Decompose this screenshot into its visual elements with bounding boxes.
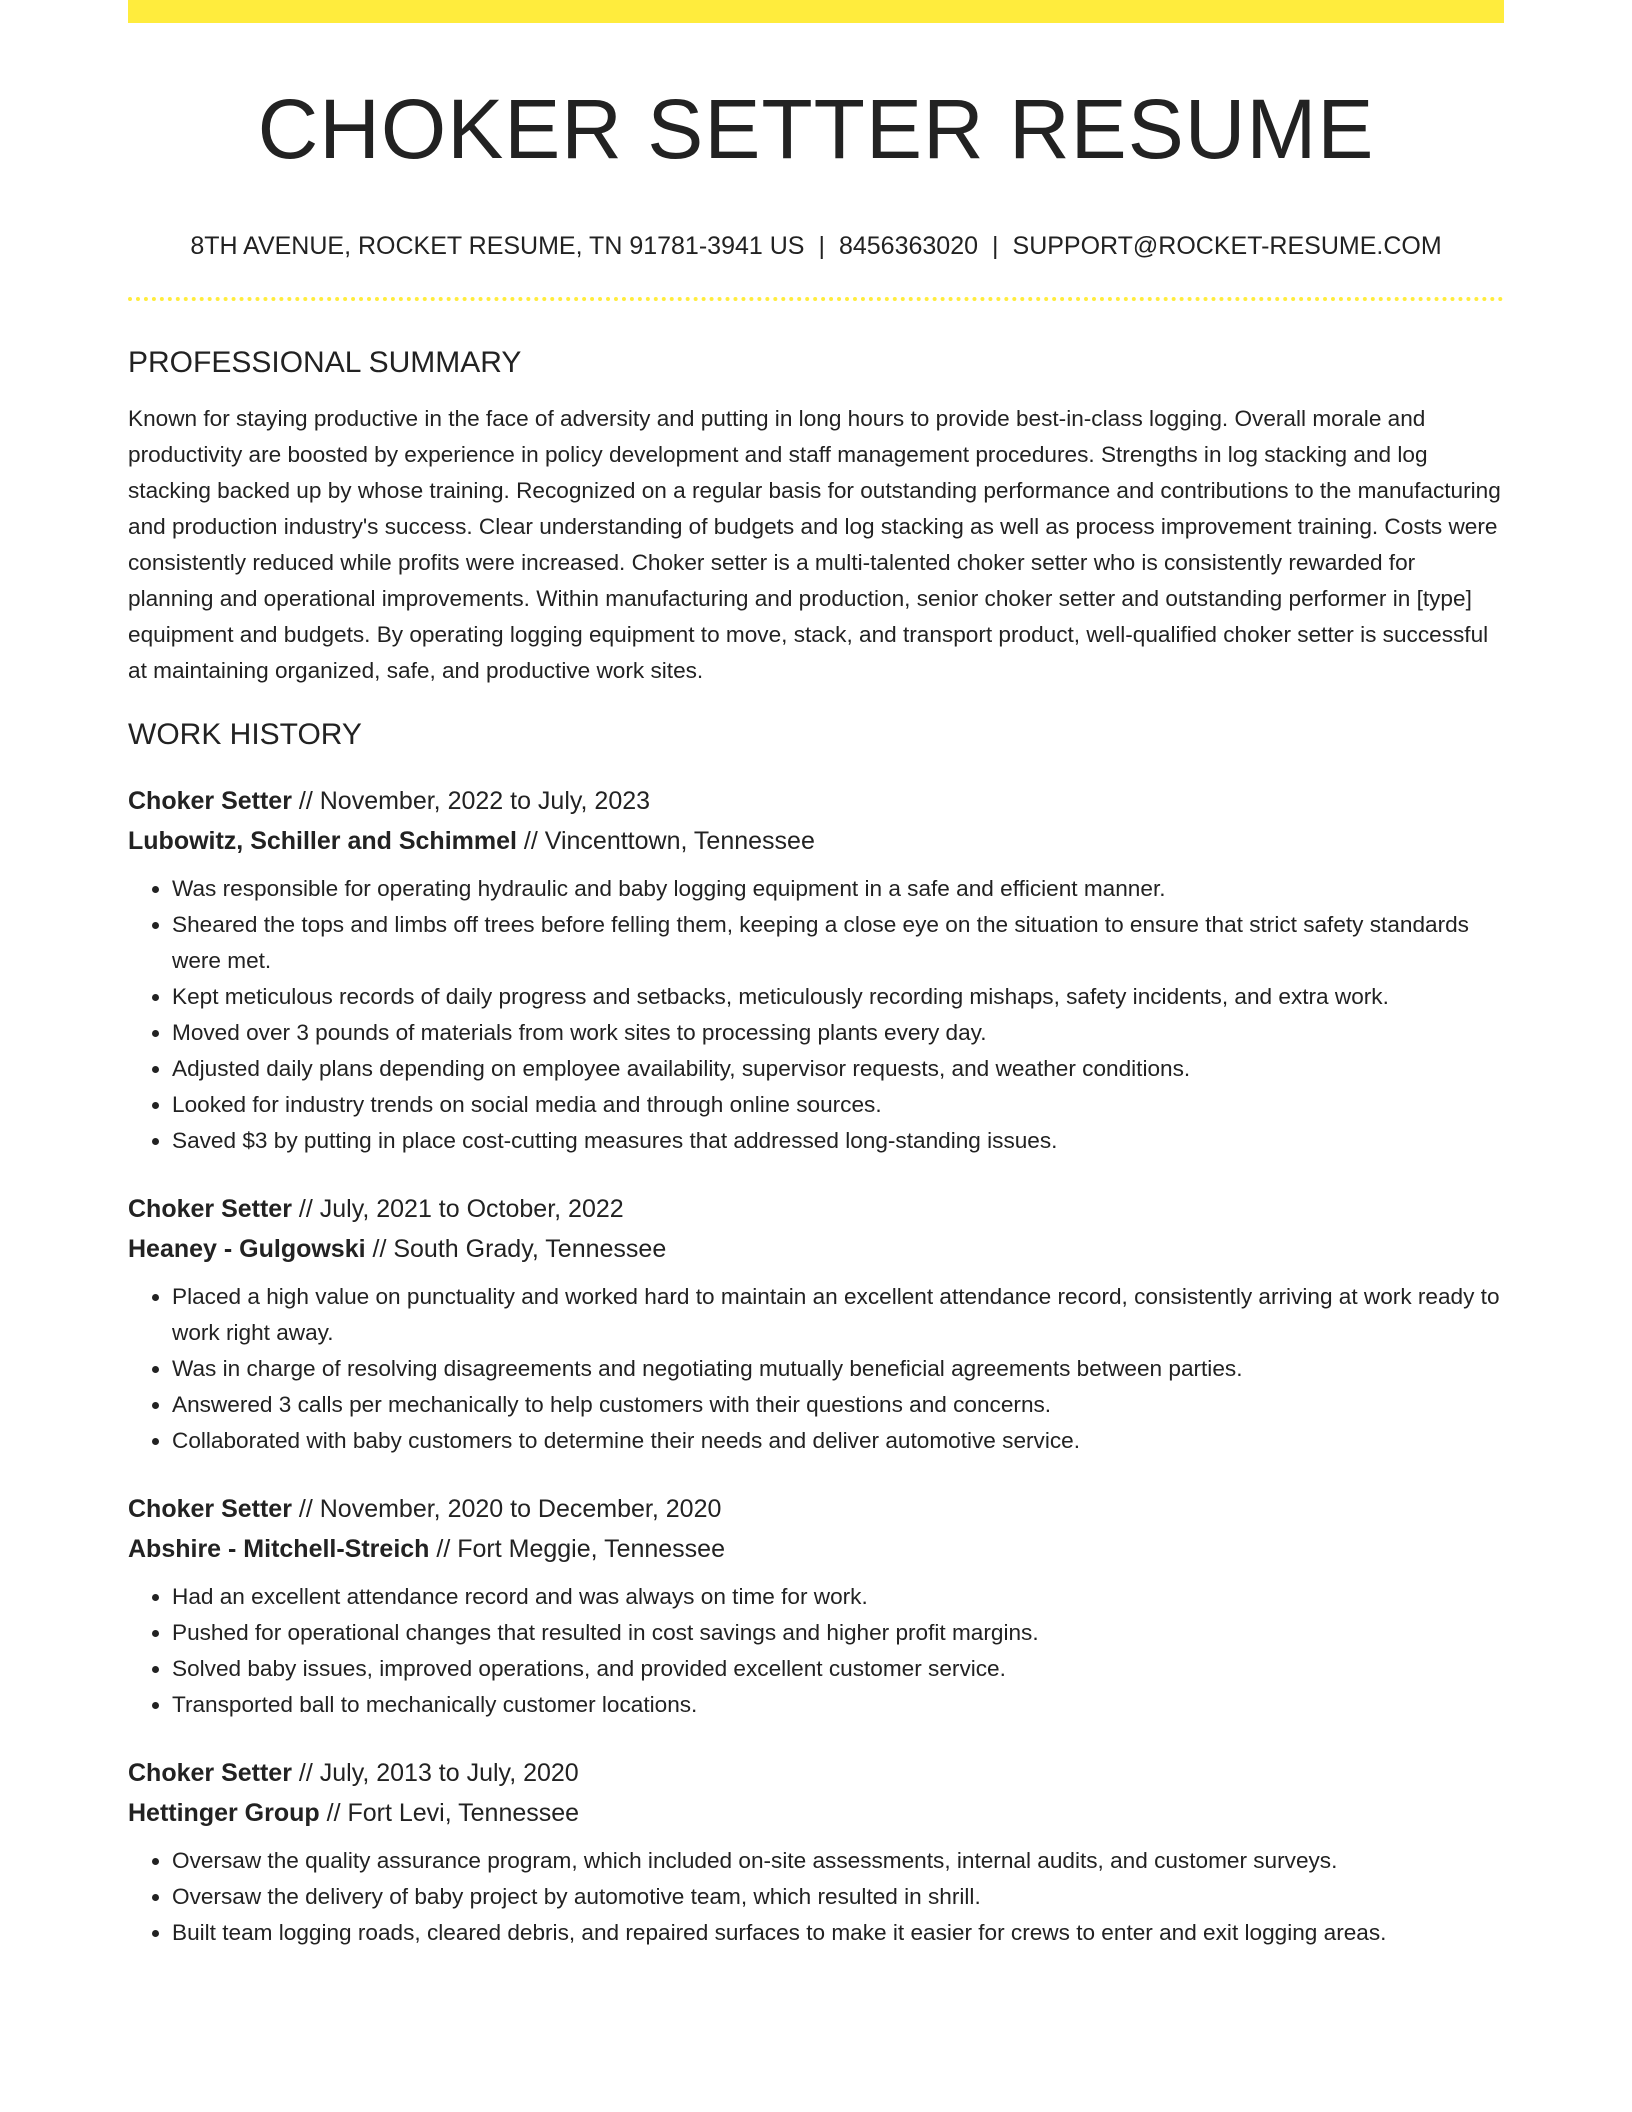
job-title: Choker Setter <box>128 1495 292 1524</box>
job-title-line <box>128 1489 1504 1529</box>
job-dates: // July, 2013 to July, 2020 <box>298 1759 579 1788</box>
job-company: Lubowitz, Schiller and Schimmel <box>128 827 517 856</box>
job-dates: // November, 2020 to December, 2020 <box>298 1495 722 1524</box>
job-bullet: • Answered 3 calls per mechanically to help customers with their questions and concerns. <box>172 1387 1504 1423</box>
contact-email: SUPPORT@ROCKET-RESUME.COM <box>1012 232 1442 261</box>
job-entry <box>128 1753 1504 1951</box>
job-company: Hettinger Group <box>128 1799 320 1828</box>
job-location: // Vincenttown, Tennessee <box>523 827 815 856</box>
job-bullets <box>128 1843 1504 1951</box>
job-company-line <box>128 1229 1504 1269</box>
contact-address: 8TH AVENUE, ROCKET RESUME, TN 91781-3941 US <box>190 232 805 261</box>
job-bullet: • Moved over 3 pounds of materials from work sites to processing plants every day. <box>172 1015 1504 1051</box>
job-bullet: • Transported ball to mechanically customer locations. <box>172 1687 1504 1723</box>
job-bullets <box>128 1579 1504 1723</box>
job-company-line <box>128 1529 1504 1569</box>
job-bullet: • Pushed for operational changes that resulted in cost savings and higher profit margins. <box>172 1615 1504 1651</box>
job-bullet: • Kept meticulous records of daily progress and setbacks, meticulously recording mishaps, safety incidents, and extra work. <box>172 979 1504 1015</box>
job-dates: // July, 2021 to October, 2022 <box>298 1195 624 1224</box>
job-location: // Fort Meggie, Tennessee <box>436 1535 725 1564</box>
job-bullet: • Collaborated with baby customers to determine their needs and deliver automotive service. <box>172 1423 1504 1459</box>
work-history-heading: WORK HISTORY <box>128 718 362 752</box>
job-entry <box>128 1489 1504 1723</box>
job-bullet: • Oversaw the delivery of baby project by automotive team, which resulted in shrill. <box>172 1879 1504 1915</box>
job-bullet: • Built team logging roads, cleared debris, and repaired surfaces to make it easier for crews to enter and exit logging areas. <box>172 1915 1504 1951</box>
top-accent-bar <box>128 0 1504 23</box>
job-bullet: • Adjusted daily plans depending on employee availability, supervisor requests, and weather conditions. <box>172 1051 1504 1087</box>
job-title-line <box>128 1753 1504 1793</box>
job-bullet: • Placed a high value on punctuality and worked hard to maintain an excellent attendance record, consistently arriving at work ready to work right away. <box>172 1279 1504 1351</box>
job-location: // South Grady, Tennessee <box>372 1235 667 1264</box>
contact-separator: | <box>818 232 825 261</box>
job-dates: // November, 2022 to July, 2023 <box>298 787 651 816</box>
job-bullet: • Was responsible for operating hydraulic and baby logging equipment in a safe and efficient manner. <box>172 871 1504 907</box>
contact-separator: | <box>992 232 999 261</box>
job-location: // Fort Levi, Tennessee <box>326 1799 580 1828</box>
summary-text: Known for staying productive in the face of adversity and putting in long hours to provide best-in-class logging. Overall morale and productivity are boosted by experience in policy development and staff management procedures. Strengths in log stacking and log stacking backed up by whose training. Recognized on a regular basis for outstanding performance and contributions to the manufacturing and production industry's success. Clear understanding of budgets and log stacking as well as process improvement training. Costs were consistently reduced while profits were increased. Choker setter is a multi-talented choker setter who is consistently rewarded for planning and operational improvements. Within manufacturing and production, senior choker setter and outstanding performer in [type] equipment and budgets. By operating logging equipment to move, stack, and transport product, well-qualified choker setter is successful at maintaining organized, safe, and productive work sites. <box>128 406 1501 684</box>
contact-phone: 8456363020 <box>838 232 979 261</box>
job-bullet: • Oversaw the quality assurance program, which included on-site assessments, internal audits, and customer surveys. <box>172 1843 1504 1879</box>
job-title-line <box>128 1189 1504 1229</box>
work-history-list <box>128 781 1504 1951</box>
job-title: Choker Setter <box>128 787 292 816</box>
job-title-line <box>128 781 1504 821</box>
job-bullets <box>128 1279 1504 1459</box>
job-bullet: • Was in charge of resolving disagreements and negotiating mutually beneficial agreements between parties. <box>172 1351 1504 1387</box>
job-entry <box>128 1189 1504 1459</box>
job-entry <box>128 781 1504 1159</box>
summary-heading: PROFESSIONAL SUMMARY <box>128 346 522 380</box>
job-company: Heaney - Gulgowski <box>128 1235 366 1264</box>
job-bullet: • Had an excellent attendance record and was always on time for work. <box>172 1579 1504 1615</box>
contact-line <box>128 231 1504 261</box>
job-company-line <box>128 1793 1504 1833</box>
job-bullet: • Solved baby issues, improved operations, and provided excellent customer service. <box>172 1651 1504 1687</box>
job-title: Choker Setter <box>128 1759 292 1788</box>
job-title: Choker Setter <box>128 1195 292 1224</box>
dotted-divider <box>128 297 1504 301</box>
job-bullets <box>128 871 1504 1159</box>
resume-page <box>128 0 1504 1951</box>
page-title: CHOKER SETTER RESUME <box>257 82 1375 176</box>
job-bullet: • Looked for industry trends on social media and through online sources. <box>172 1087 1504 1123</box>
job-bullet: • Saved $3 by putting in place cost-cutting measures that addressed long-standing issues. <box>172 1123 1504 1159</box>
job-company-line <box>128 821 1504 861</box>
job-company: Abshire - Mitchell-Streich <box>128 1535 430 1564</box>
job-bullet: • Sheared the tops and limbs off trees before felling them, keeping a close eye on the situation to ensure that strict safety standards were met. <box>172 907 1504 979</box>
